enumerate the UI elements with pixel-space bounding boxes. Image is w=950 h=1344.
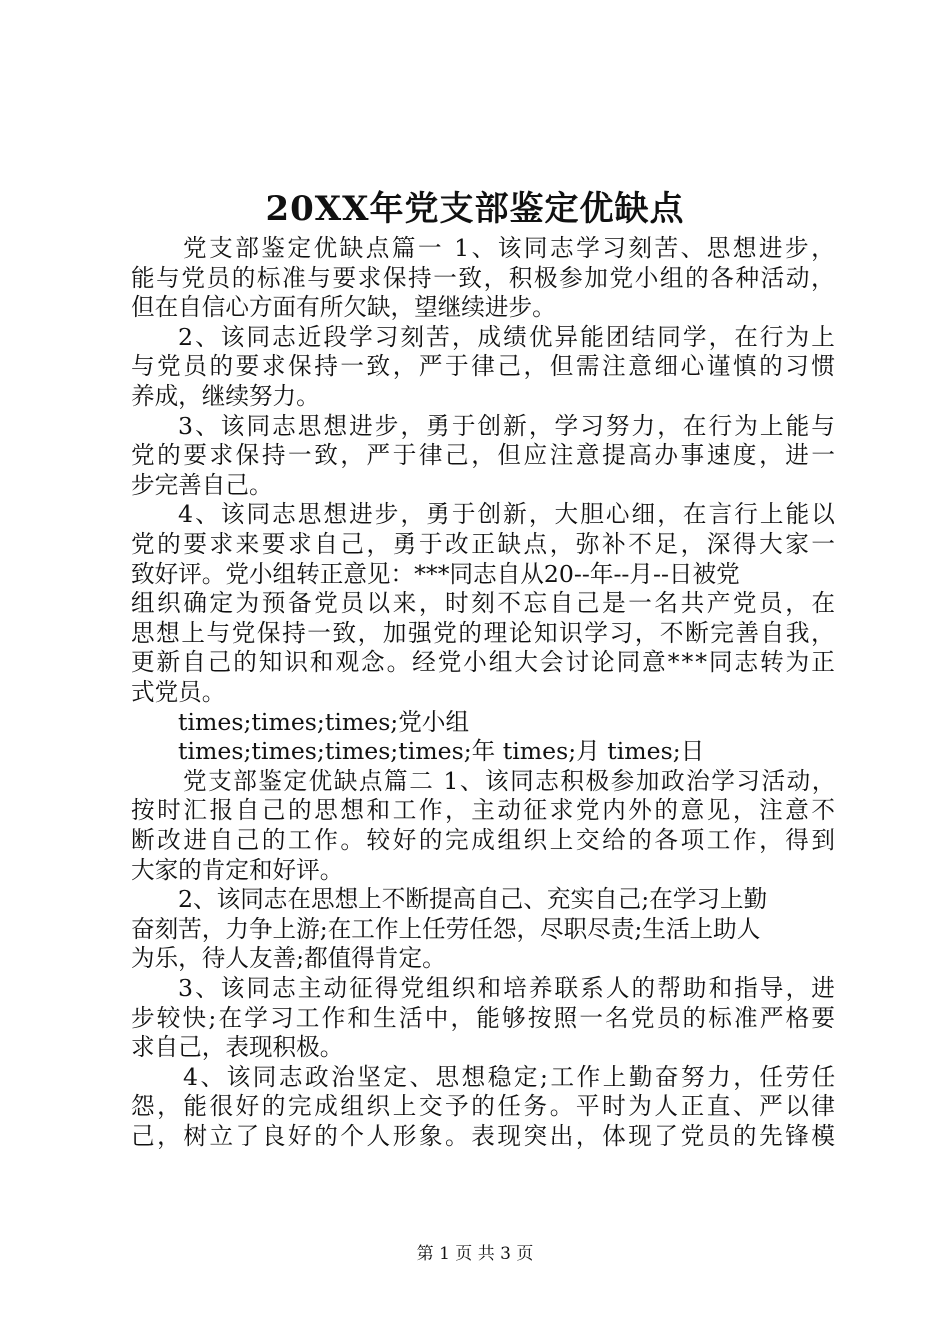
text-line: 式党员。 — [131, 678, 226, 706]
text-line: 3、该同志主动征得党组织和培养联系人的帮助和指导，进 — [178, 974, 837, 1002]
text-line: 按时汇报自己的思想和工作，主动征求党内外的意见，注意不 — [131, 796, 838, 825]
text-line: 2、该同志在思想上不断提高自己、充实自己;在学习上勤 — [178, 885, 768, 914]
text-line: 党支部鉴定优缺点篇一 1、该同志学习刻苦、思想进步， — [183, 234, 838, 262]
text-line: 断改进自己的工作。较好的完成组织上交给的各项工作，得到 — [131, 826, 838, 854]
text-line: times;times;times;党小组 — [178, 707, 470, 736]
text-line: 求自己，表现积极。 — [131, 1033, 344, 1062]
text-line: 致好评。党小组转正意见：***同志自从20--年--月--日被党 — [131, 559, 740, 588]
text-line: 组织确定为预备党员以来，时刻不忘自己是一名共产党员，在 — [131, 589, 838, 618]
text-line: 能与党员的标准与要求保持一致，积极参加党小组的各种活动， — [131, 263, 837, 292]
text-line: times;times;times;times;年 times;月 times;日 — [178, 737, 705, 766]
text-line: 党的要求保持一致，严于律己，但应注意提高办事速度，进一 — [131, 441, 838, 470]
text-line: 己，树立了良好的个人形象。表现突出，体现了党员的先锋模 — [131, 1122, 838, 1150]
text-line: 奋刻苦，力争上游;在工作上任劳任怨，尽职尽责;生活上助人 — [131, 914, 761, 943]
text-line: 思想上与党保持一致，加强党的理论知识学习，不断完善自我， — [131, 618, 837, 647]
text-line: 更新自己的知识和观念。经党小组大会讨论同意***同志转为正 — [131, 648, 837, 677]
text-line: 与党员的要求保持一致，严于律己，但需注意细心谨慎的习惯 — [131, 352, 838, 381]
text-line: 但在自信心方面有所欠缺，望继续进步。 — [131, 293, 556, 322]
text-line: 养成，继续努力。 — [131, 382, 320, 410]
page-footer: 第 1 页 共 3 页 — [416, 1244, 534, 1264]
text-line: 3、该同志思想进步，勇于创新，学习努力，在行为上能与 — [178, 411, 837, 440]
text-line: 党支部鉴定优缺点篇二 1、该同志积极参加政治学习活动， — [183, 766, 837, 795]
text-line: 4、该同志思想进步，勇于创新，大胆心细，在言行上能以 — [178, 500, 837, 529]
text-line: 党的要求来要求自己，勇于改正缺点，弥补不足，深得大家一 — [131, 530, 838, 558]
text-line: 大家的肯定和好评。 — [131, 855, 344, 884]
text-line: 为乐，待人友善;都值得肯定。 — [131, 944, 446, 973]
text-line: 步完善自己。 — [131, 470, 273, 499]
text-line: 2、该同志近段学习刻苦，成绩优异能团结同学，在行为上 — [178, 322, 837, 351]
text-line: 步较快;在学习工作和生活中，能够按照一名党员的标准严格要 — [131, 1003, 838, 1032]
document-title: 20XX年党支部鉴定优缺点 — [265, 189, 685, 229]
text-line: 怨，能很好的完成组织上交予的任务。平时为人正直、严以律 — [131, 1092, 838, 1121]
text-line: 4、该同志政治坚定、思想稳定;工作上勤奋努力，任劳任 — [183, 1062, 838, 1091]
